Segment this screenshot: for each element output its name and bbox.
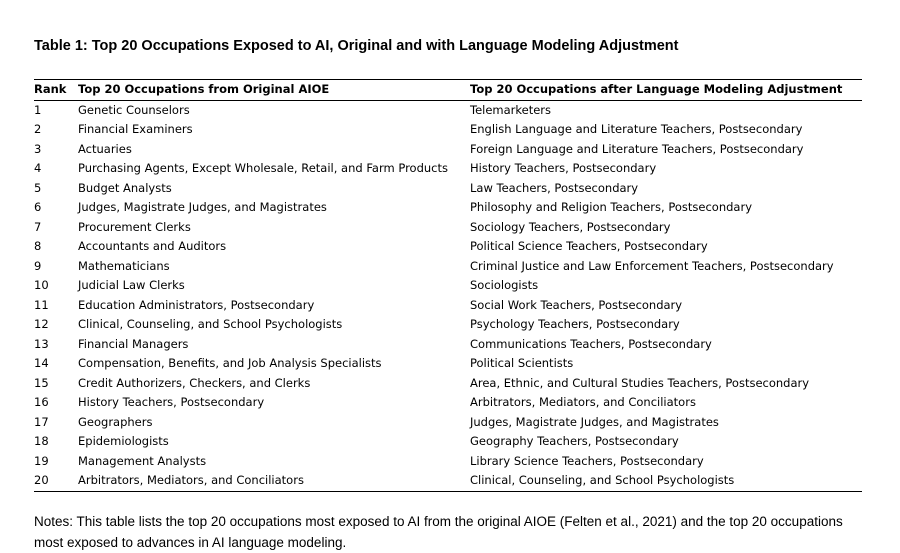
original-occupation-cell: Education Administrators, Postsecondary xyxy=(78,297,315,312)
adjusted-occupation-cell: Foreign Language and Literature Teachers, Postsecondary xyxy=(470,141,804,156)
original-occupation-cell: Epidemiologists xyxy=(78,434,169,448)
original-occupation-cell: Financial Examiners xyxy=(78,122,193,136)
table-row xyxy=(34,179,862,199)
rank-column-header: Rank xyxy=(34,82,67,96)
original-occupation-cell: Accountants and Auditors xyxy=(78,239,227,253)
adjusted-occupation-cell: Sociology Teachers, Postsecondary xyxy=(470,219,671,234)
table-row xyxy=(34,159,862,179)
adjusted-occupation-cell: Communications Teachers, Postsecondary xyxy=(470,336,712,351)
table-row xyxy=(34,374,862,394)
table-notes: Notes: This table lists the top 20 occupations most exposed to AI from the original AIOE (Felten et al., 2021) and the top 20 occupations most exposed to advances in AI language modeling. xyxy=(34,514,843,550)
table-row xyxy=(34,237,862,257)
original-occupation-cell: History Teachers, Postsecondary xyxy=(78,395,265,409)
table-row xyxy=(34,452,862,472)
adjusted-occupation-cell: Library Science Teachers, Postsecondary xyxy=(470,453,704,468)
rank-cell: 6 xyxy=(34,200,42,214)
rank-cell: 17 xyxy=(34,414,49,429)
table-row xyxy=(34,471,862,491)
rank-cell: 5 xyxy=(34,180,42,195)
adjusted-occupation-cell: Arbitrators, Mediators, and Conciliators xyxy=(470,395,696,409)
original-column-header: Top 20 Occupations from Original AIOE xyxy=(78,82,330,96)
rank-cell: 15 xyxy=(34,375,49,390)
original-occupation-cell: Geographers xyxy=(78,414,153,429)
rank-cell: 12 xyxy=(34,317,49,331)
adjusted-column-header: Top 20 Occupations after Language Modeling Adjustment xyxy=(470,82,843,96)
table-row xyxy=(34,276,862,296)
rank-cell: 1 xyxy=(34,102,42,117)
table-body xyxy=(34,100,862,491)
original-occupation-cell: Clinical, Counseling, and School Psychologists xyxy=(78,317,343,331)
table-row xyxy=(34,432,862,452)
adjusted-occupation-cell: Political Scientists xyxy=(470,356,574,370)
original-occupation-cell: Actuaries xyxy=(78,141,132,156)
rank-cell: 14 xyxy=(34,356,49,370)
rank-cell: 18 xyxy=(34,434,49,448)
adjusted-occupation-cell: Telemarketers xyxy=(470,102,552,117)
table-row xyxy=(34,140,862,160)
rank-cell: 9 xyxy=(34,258,42,273)
rank-cell: 7 xyxy=(34,219,42,234)
table-row xyxy=(34,393,862,413)
original-occupation-cell: Judicial Law Clerks xyxy=(78,278,185,292)
rank-cell: 11 xyxy=(34,297,49,312)
original-occupation-cell: Arbitrators, Mediators, and Conciliators xyxy=(78,473,304,487)
adjusted-occupation-cell: Judges, Magistrate Judges, and Magistrates xyxy=(470,414,719,429)
original-occupation-cell: Purchasing Agents, Except Wholesale, Retail, and Farm Products xyxy=(78,161,448,175)
adjusted-occupation-cell: Social Work Teachers, Postsecondary xyxy=(470,297,683,312)
table-row xyxy=(34,120,862,140)
original-occupation-cell: Procurement Clerks xyxy=(78,219,191,234)
table-row xyxy=(34,100,862,120)
table-row xyxy=(34,413,862,433)
rank-cell: 13 xyxy=(34,336,49,351)
table-row xyxy=(34,198,862,218)
table-row xyxy=(34,335,862,355)
original-occupation-cell: Judges, Magistrate Judges, and Magistrates xyxy=(78,200,327,214)
table-row xyxy=(34,315,862,335)
adjusted-occupation-cell: Law Teachers, Postsecondary xyxy=(470,180,639,195)
adjusted-occupation-cell: Area, Ethnic, and Cultural Studies Teachers, Postsecondary xyxy=(470,375,810,390)
rank-cell: 3 xyxy=(34,141,42,156)
adjusted-occupation-cell: Philosophy and Religion Teachers, Postsecondary xyxy=(470,200,752,214)
rank-cell: 16 xyxy=(34,395,49,409)
table-row xyxy=(34,354,862,374)
original-occupation-cell: Genetic Counselors xyxy=(78,102,190,117)
table-header-row xyxy=(34,80,862,101)
table-row xyxy=(34,218,862,238)
original-occupation-cell: Management Analysts xyxy=(78,453,207,468)
original-occupation-cell: Budget Analysts xyxy=(78,180,172,195)
adjusted-occupation-cell: Sociologists xyxy=(470,278,539,292)
original-occupation-cell: Mathematicians xyxy=(78,258,170,273)
rank-cell: 8 xyxy=(34,239,42,253)
adjusted-occupation-cell: Psychology Teachers, Postsecondary xyxy=(470,317,680,331)
adjusted-occupation-cell: Political Science Teachers, Postsecondary xyxy=(470,239,708,253)
table-row xyxy=(34,257,862,277)
adjusted-occupation-cell: English Language and Literature Teachers, Postsecondary xyxy=(470,122,803,136)
adjusted-occupation-cell: Clinical, Counseling, and School Psychologists xyxy=(470,473,735,487)
adjusted-occupation-cell: Criminal Justice and Law Enforcement Teachers, Postsecondary xyxy=(470,258,834,273)
original-occupation-cell: Credit Authorizers, Checkers, and Clerks xyxy=(78,375,311,390)
rank-cell: 10 xyxy=(34,278,49,292)
rank-cell: 2 xyxy=(34,122,42,136)
adjusted-occupation-cell: History Teachers, Postsecondary xyxy=(470,161,657,175)
table-row xyxy=(34,296,862,316)
occupations-table xyxy=(34,79,862,492)
adjusted-occupation-cell: Geography Teachers, Postsecondary xyxy=(470,434,679,448)
original-occupation-cell: Compensation, Benefits, and Job Analysis Specialists xyxy=(78,356,382,370)
table-title: Table 1: Top 20 Occupations Exposed to AI, Original and with Language Modeling Adjustment xyxy=(34,38,679,54)
rank-cell: 20 xyxy=(34,473,49,487)
rank-cell: 4 xyxy=(34,161,42,175)
original-occupation-cell: Financial Managers xyxy=(78,336,189,351)
rank-cell: 19 xyxy=(34,453,49,468)
